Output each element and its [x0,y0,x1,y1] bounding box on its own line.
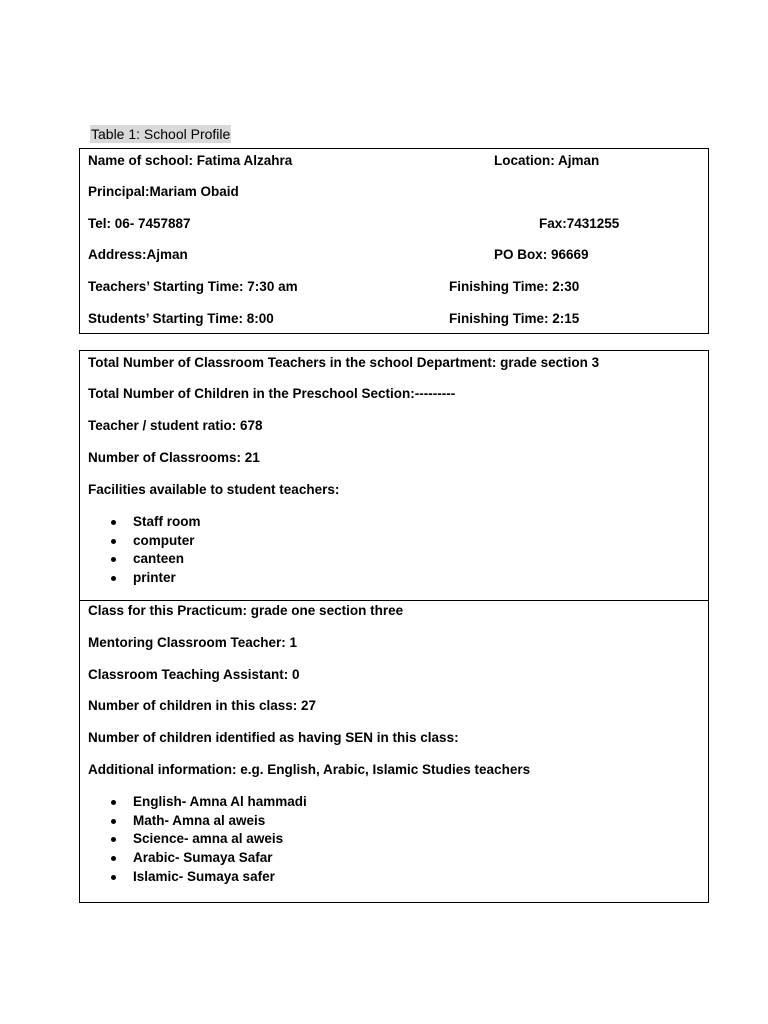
bullet-icon [111,875,116,880]
list-item [110,569,201,588]
preschool-children: Total Number of Children in the Preschool Section:--------- [88,386,456,401]
teacher-label: English- Amna Al hammadi [133,794,307,809]
subject-teachers-list [110,793,307,886]
list-item [110,793,307,812]
practicum-class: Class for this Practicum: grade one section three [88,603,404,618]
address: Address:Ajman [88,247,188,262]
teacher-label: Arabic- Sumaya Safar [133,850,273,866]
school-name: Name of school: Fatima Alzahra [88,153,293,168]
list-item [110,868,307,887]
teachers-finish-time: Finishing Time: 2:30 [449,279,580,294]
bullet-icon [111,557,116,562]
mentoring-teacher: Mentoring Classroom Teacher: 1 [88,635,298,650]
bullet-icon [111,576,116,581]
sen-children: Number of children identified as having SEN in this class: [88,730,459,745]
teacher-student-ratio: Teacher / student ratio: 678 [88,418,263,433]
teaching-assistant: Classroom Teaching Assistant: 0 [88,667,300,682]
additional-information: Additional information: e.g. English, Arabic, Islamic Studies teachers [88,762,531,777]
list-item [110,550,201,569]
teacher-label: Science- amna al aweis [133,831,284,847]
table-caption: Table 1: School Profile [91,126,231,142]
facility-label: Staff room [133,514,201,529]
students-finish-time: Finishing Time: 2:15 [449,311,580,326]
facility-label: computer [133,532,195,548]
principal: Principal:Mariam Obaid [88,184,239,199]
school-profile-box [79,148,709,334]
bullet-icon [111,819,116,824]
fax: Fax:7431255 [539,216,620,231]
teacher-label: Islamic- Sumaya safer [133,868,275,884]
list-item [110,532,201,551]
telephone: Tel: 06- 7457887 [88,216,191,231]
bullet-icon [111,520,116,525]
number-of-classrooms: Number of Classrooms: 21 [88,450,260,465]
bullet-icon [111,539,116,544]
bullet-icon [111,800,116,805]
bullet-icon [111,856,116,861]
list-item [110,513,201,532]
list-item [110,812,307,831]
location: Location: Ajman [494,153,600,168]
bullet-icon [111,837,116,842]
children-in-class: Number of children in this class: 27 [88,698,317,713]
facilities-heading: Facilities available to student teachers: [88,482,340,497]
list-item [110,830,307,849]
total-teachers: Total Number of Classroom Teachers in the school Department: grade section 3 [88,355,600,370]
teacher-label: Math- Amna al aweis [133,812,266,828]
students-start-time: Students’ Starting Time: 8:00 [88,311,274,326]
list-item [110,849,307,868]
teachers-start-time: Teachers’ Starting Time: 7:30 am [88,279,298,294]
po-box: PO Box: 96669 [494,247,589,262]
facility-label: canteen [133,551,185,567]
facilities-list [110,513,201,588]
facility-label: printer [133,570,176,586]
